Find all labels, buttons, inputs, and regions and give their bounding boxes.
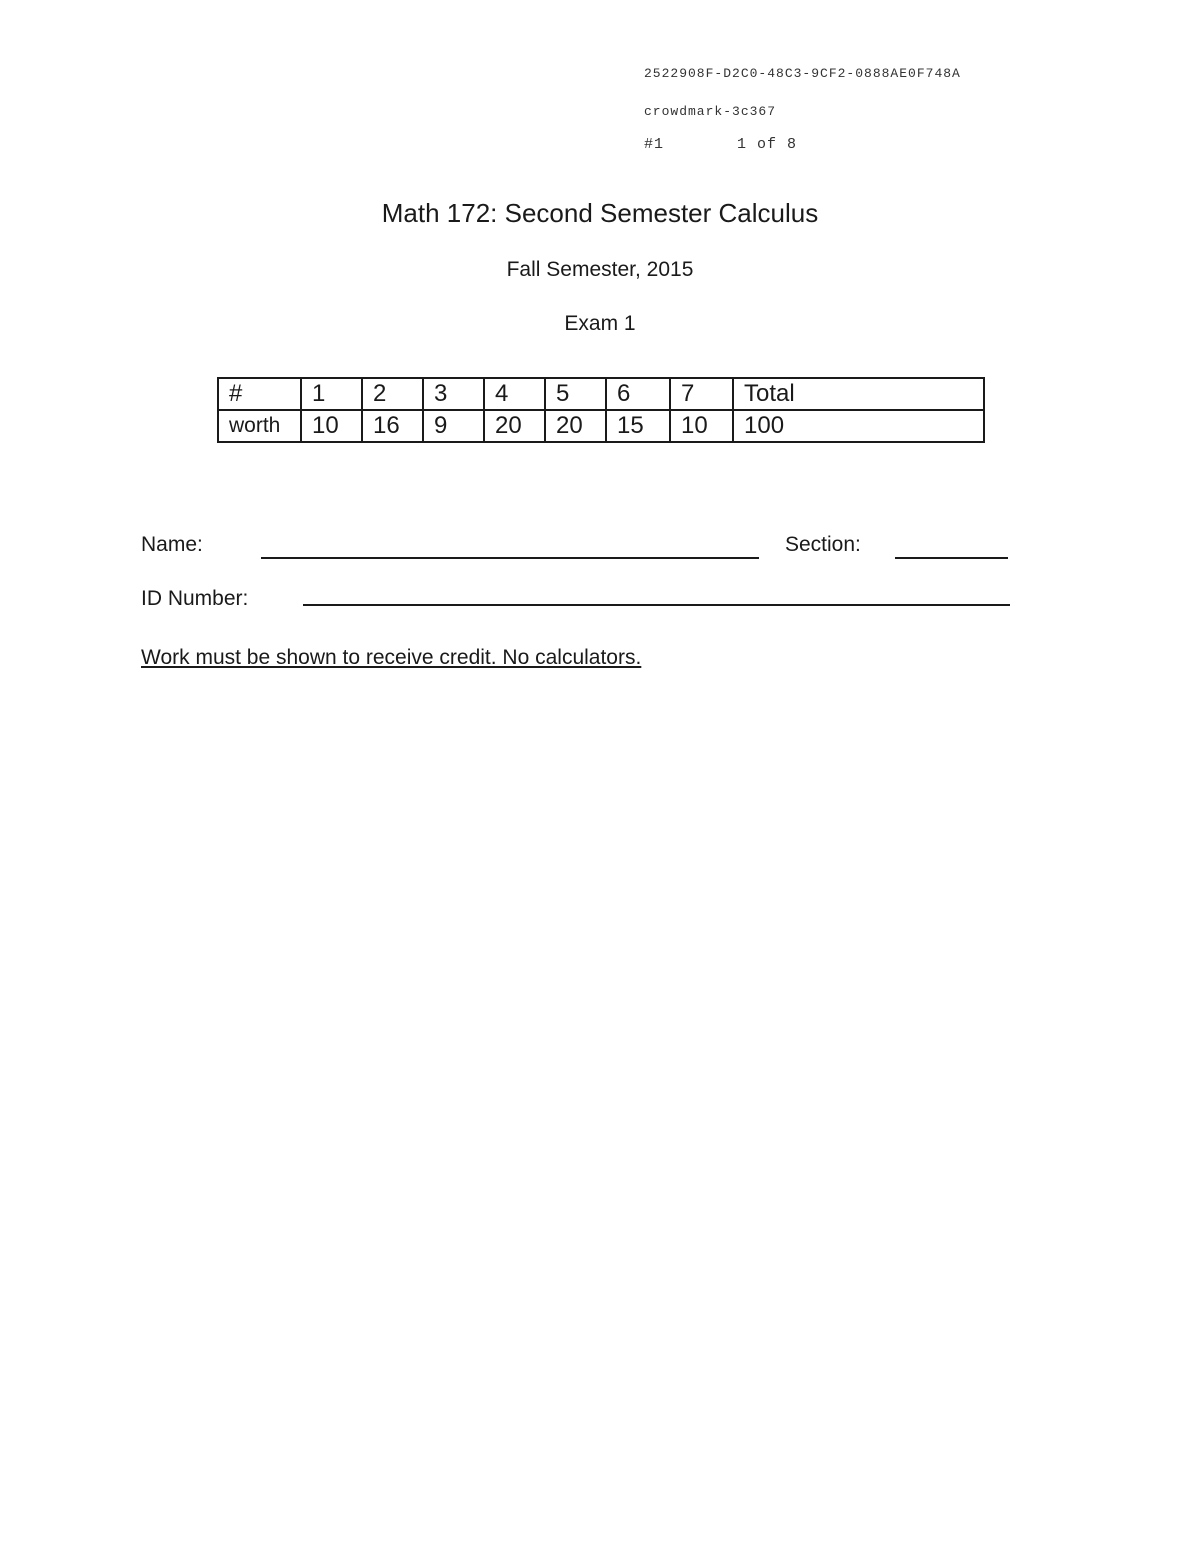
score-table [217, 377, 985, 443]
table-header-cell: 4 [484, 378, 545, 410]
table-row [218, 378, 984, 410]
page-indicator [644, 136, 798, 153]
table-cell: 100 [733, 410, 984, 442]
name-field[interactable] [261, 557, 759, 559]
table-header-cell: 2 [362, 378, 423, 410]
instructions: Work must be shown to receive credit. No calculators. [141, 646, 642, 669]
id-number-label: ID Number: [141, 587, 249, 610]
table-cell: 10 [670, 410, 733, 442]
section-label: Section: [785, 533, 861, 556]
table-header-cell: 1 [301, 378, 362, 410]
section-field[interactable] [895, 557, 1008, 559]
name-label: Name: [141, 533, 203, 556]
semester: Fall Semester, 2015 [506, 258, 694, 281]
table-header-cell: Total [733, 378, 984, 410]
booklet-number: #1 [644, 136, 665, 153]
table-header-cell: # [218, 378, 301, 410]
table-cell: 9 [423, 410, 484, 442]
table-cell: 15 [606, 410, 670, 442]
table-cell: 20 [545, 410, 606, 442]
table-header-cell: 5 [545, 378, 606, 410]
table-cell: 20 [484, 410, 545, 442]
table-header-cell: 7 [670, 378, 733, 410]
table-header-cell: 6 [606, 378, 670, 410]
exam-title: Math 172: Second Semester Calculus [381, 198, 819, 228]
table-row [218, 410, 984, 442]
table-cell: worth [218, 410, 301, 442]
table-header-cell: 3 [423, 378, 484, 410]
document-uuid: 2522908F-D2C0-48C3-9CF2-0888AE0F748A [644, 66, 961, 81]
id-number-field[interactable] [303, 604, 1010, 606]
page-count: 1 of 8 [737, 136, 798, 153]
crowdmark-id: crowdmark-3c367 [644, 104, 777, 119]
table-cell: 10 [301, 410, 362, 442]
table-cell: 16 [362, 410, 423, 442]
exam-name: Exam 1 [564, 312, 636, 335]
